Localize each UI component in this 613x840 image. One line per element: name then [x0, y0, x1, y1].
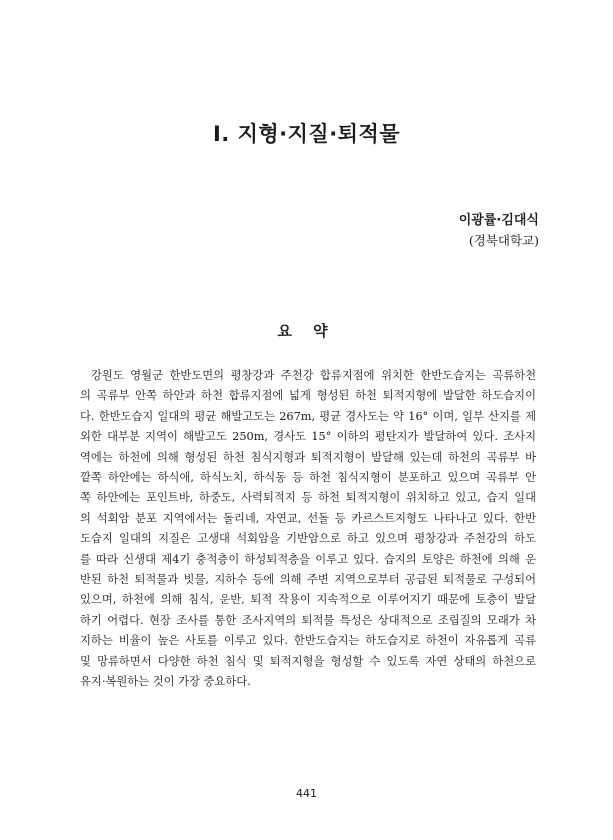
page-number: 441: [296, 787, 317, 800]
abstract-line: 쪽 하안에는 포인트바, 하중도, 사력퇴적지 등 하천 퇴적지형이 위치하고 있고, 습지 일대: [80, 491, 536, 505]
chapter-title: Ⅰ. 지형·지질·퇴적물: [212, 122, 401, 146]
abstract-line: 유지·복원하는 것이 가장 중요하다.: [80, 675, 251, 689]
abstract-line: 외한 대부분 지역이 해발고도 250m, 경사도 15° 이하의 평탄지가 발달하여 있다. 조사지: [80, 430, 536, 444]
abstract-body: [80, 366, 536, 693]
abstract-line: 있으며, 하천에 의해 침식, 운반, 퇴적 작용이 지속적으로 이루어지기 때문에 토층이 발달: [80, 593, 536, 607]
abstract-line: 하기 어렵다. 현장 조사를 통한 조사지역의 퇴적물 특성은 상대적으로 조립질의 모래가 차: [80, 613, 536, 627]
abstract-heading: 요 약: [277, 322, 336, 340]
abstract-line: 지하는 비율이 높은 사토를 이루고 있다. 한반도습지는 하도습지로 하천이 자유롭게 곡류: [80, 634, 536, 648]
abstract-line: 및 망류하면서 다양한 하천 침식 및 퇴적지형을 형성할 수 있도록 자연 상태의 하천으로: [80, 654, 536, 668]
abstract-line: 의 곡류부 안쪽 하안과 하천 합류지점에 넓게 형성된 하천 퇴적지형에 발달한 하도습지이: [80, 389, 536, 403]
abstract-line: 강원도 영월군 한반도면의 평창강과 주천강 합류지점에 위치한 한반도습지는 곡류하천: [91, 369, 536, 382]
author-names: 이광률·김대식: [458, 213, 539, 228]
abstract-line: 의 석회암 분포 지역에서는 돌리네, 자연교, 선돌 등 카르스트지형도 나타나고 있다. 한반: [80, 511, 536, 525]
abstract-line: 다. 한반도습지 일대의 평균 해발고도는 267m, 평균 경사도는 약 16° 이며, 일부 산지를 제: [80, 409, 536, 423]
author-affiliation: (경북대학교): [468, 233, 539, 248]
abstract-line: 역에는 하천에 의해 형성된 하천 침식지형과 퇴적지형이 발달해 있는데 하천의 곡류부 바: [80, 450, 536, 464]
abstract-line: 도습지 일대의 지질은 고생대 석회암을 기반암으로 하고 있으며 평창강과 주천강의 하도: [80, 532, 536, 546]
abstract-line: 를 따라 신생대 제4기 충적층이 하성퇴적층을 이루고 있다. 습지의 토양은 하천에 의해 운: [80, 552, 536, 566]
abstract-line: 깥쪽 하안에는 하식애, 하식노치, 하식동 등 하천 침식지형이 분포하고 있으며 곡류부 안: [80, 471, 536, 485]
abstract-line: 반된 하천 퇴적물과 빗물, 지하수 등에 의해 주변 지역으로부터 공급된 퇴적물로 구성되어: [80, 573, 536, 587]
